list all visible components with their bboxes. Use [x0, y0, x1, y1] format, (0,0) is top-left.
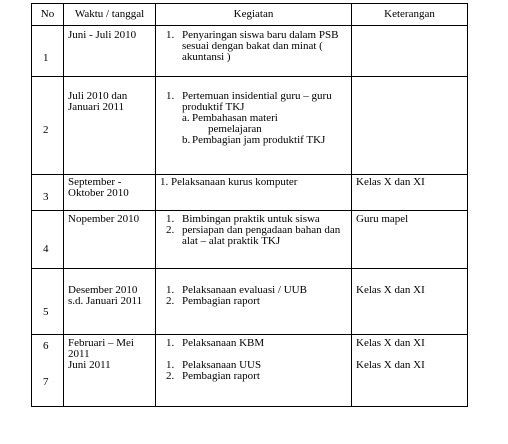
- waktu-cell: Nopember 2010: [64, 211, 156, 269]
- list-item: [166, 225, 349, 247]
- waktu-text: Juni 2011: [68, 359, 111, 371]
- kegiatan-list: [166, 30, 349, 63]
- header-waktu: Waktu / tanggal: [64, 4, 156, 26]
- kegiatan-list: [166, 91, 349, 113]
- waktu-cell: Juli 2010 dan Januari 2011: [64, 77, 156, 175]
- item-number: 1.: [166, 337, 175, 349]
- kegiatan-list: [166, 214, 349, 247]
- sub-list: [166, 113, 349, 146]
- row-number-cell: [32, 269, 64, 335]
- row-number-cell: [32, 77, 64, 175]
- row-number: 6: [43, 340, 49, 352]
- kegiatan-cell: [156, 335, 352, 407]
- item-text: Pelaksanaan UUS: [182, 359, 262, 371]
- list-item: [166, 296, 349, 307]
- keterangan-text: Kelas X dan XI: [356, 359, 425, 371]
- kegiatan-list: [166, 338, 349, 349]
- item-text: Pelaksanaan evaluasi / UUB: [182, 284, 307, 296]
- header-kegiatan: Kegiatan: [156, 4, 352, 26]
- header-no: No: [32, 4, 64, 26]
- table-row: [32, 269, 468, 335]
- sub-list-item: [182, 135, 349, 146]
- item-text: Pembagian raport: [182, 295, 260, 307]
- keterangan-cell: [352, 335, 468, 407]
- table-row: [32, 211, 468, 269]
- kegiatan-cell: [156, 26, 352, 77]
- item-text: Bimbingan praktik untuk siswa: [182, 213, 320, 225]
- kegiatan-list: [166, 285, 349, 307]
- sub-item-letter: a.: [182, 112, 190, 124]
- waktu-cell: September - Oktober 2010: [64, 175, 156, 211]
- schedule-table: [31, 3, 468, 407]
- item-number: 1.: [166, 29, 175, 41]
- kegiatan-cell: [156, 211, 352, 269]
- keterangan-cell: Guru mapel: [352, 211, 468, 269]
- kegiatan-cell: [156, 77, 352, 175]
- list-item: [166, 91, 349, 113]
- keterangan-cell: Kelas X dan XI: [352, 175, 468, 211]
- item-text: persiapan dan pengadaan bahan dan alat – alat praktik TKJ: [182, 224, 341, 247]
- row-number: 2: [43, 124, 49, 136]
- item-number: 1.: [166, 284, 175, 296]
- kegiatan-list: [166, 360, 349, 382]
- item-number: 2.: [166, 370, 175, 382]
- waktu-cell: Juni - Juli 2010: [64, 26, 156, 77]
- keterangan-cell: [352, 77, 468, 175]
- table-row: [32, 26, 468, 77]
- table-row: [32, 175, 468, 211]
- item-text: Pelaksanaan kurus komputer: [171, 176, 298, 188]
- sub-item-letter: b.: [182, 134, 191, 146]
- row-number-cell: [32, 175, 64, 211]
- row-number: 1: [43, 52, 49, 64]
- item-text: Pelaksanaan KBM: [182, 337, 265, 349]
- list-item: [166, 371, 349, 382]
- sub-item-text: Pembagian jam produktif TKJ: [192, 134, 326, 146]
- sub-item-text: Pembahasan materi: [192, 112, 278, 124]
- row-number-cell: [32, 26, 64, 77]
- row-number-cell: [32, 211, 64, 269]
- waktu-text: Februari – Mei 2011: [68, 337, 134, 360]
- waktu-cell: Desember 2010 s.d. Januari 2011: [64, 269, 156, 335]
- row-number-cell: [32, 335, 64, 407]
- keterangan-text: Kelas X dan XI: [356, 337, 425, 349]
- item-number: 2.: [166, 295, 175, 307]
- row-number: 4: [43, 243, 49, 255]
- kegiatan-list: [160, 177, 349, 188]
- table-row: [32, 77, 468, 175]
- item-text: Pertemuan insidential guru – guru produktif TKJ: [182, 90, 332, 113]
- list-item: [160, 177, 349, 188]
- item-number: 2.: [166, 224, 175, 236]
- item-text: Penyaringan siswa baru dalam PSB sesuai dengan bakat dan minat ( akuntansi ): [182, 29, 339, 63]
- list-item: [166, 338, 349, 349]
- keterangan-cell: [352, 26, 468, 77]
- item-text: Pembagian raport: [182, 370, 260, 382]
- keterangan-cell: Kelas X dan XI: [352, 269, 468, 335]
- header-keterangan: Keterangan: [352, 4, 468, 26]
- item-number: 1.: [166, 90, 175, 102]
- row-number: 7: [43, 376, 49, 388]
- kegiatan-cell: [156, 269, 352, 335]
- row-number: 5: [43, 306, 49, 318]
- item-number: 1.: [166, 359, 175, 371]
- list-item: [166, 30, 349, 63]
- table-row: [32, 335, 468, 407]
- sub-item-text: pemelajaran: [208, 123, 262, 135]
- kegiatan-cell: [156, 175, 352, 211]
- row-number: 3: [43, 191, 49, 203]
- table-header-row: [32, 4, 468, 26]
- item-number: 1.: [166, 213, 175, 225]
- item-number: 1.: [160, 176, 169, 188]
- waktu-cell: [64, 335, 156, 407]
